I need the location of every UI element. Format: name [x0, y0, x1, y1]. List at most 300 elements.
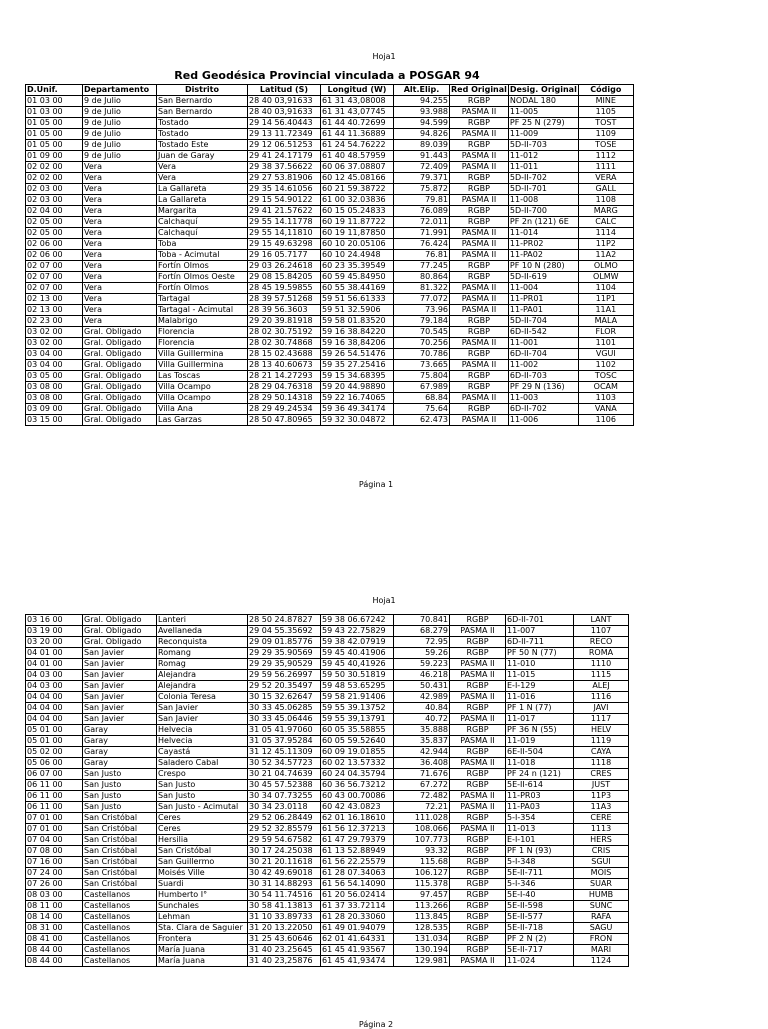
cell-d-unif: 03 05 00	[26, 371, 83, 382]
cell-departamento: San Javier	[83, 670, 157, 681]
cell-d-unif: 01 05 00	[26, 129, 83, 140]
cell-desig-original: 11-PR01	[508, 294, 578, 305]
cell-distrito: Sta. Clara de Saguier	[157, 923, 248, 934]
cell-latitud: 30 42 49.69018	[248, 868, 321, 879]
cell-d-unif: 01 05 00	[26, 140, 83, 151]
cell-longitud: 61 45 41,93474	[321, 956, 394, 967]
cell-codigo: 1110	[574, 659, 629, 670]
cell-distrito: Cayastá	[157, 747, 248, 758]
cell-departamento: 9 de Julio	[83, 140, 157, 151]
cell-longitud: 59 16 38,84206	[321, 338, 394, 349]
cell-latitud: 28 50 47.80965	[248, 415, 321, 426]
cell-alt-elip: 77.072	[394, 294, 450, 305]
cell-d-unif: 03 02 00	[26, 338, 83, 349]
cell-alt-elip: 72.011	[394, 217, 450, 228]
table-row	[26, 956, 629, 967]
cell-departamento: San Javier	[83, 692, 157, 703]
cell-departamento: San Javier	[83, 681, 157, 692]
table-row	[26, 846, 629, 857]
page1-sheet-name: Hoja1	[372, 52, 396, 61]
cell-desig-original: PF 2n (121) 6E	[508, 217, 578, 228]
cell-desig-original: 11-012	[508, 151, 578, 162]
geodetic-table-page1	[25, 84, 634, 426]
cell-longitud: 59 16 38.84220	[321, 327, 394, 338]
cell-red-original: RGBP	[450, 890, 506, 901]
cell-red-original: RGBP	[450, 272, 509, 283]
cell-alt-elip: 75.872	[394, 184, 450, 195]
table-row	[26, 747, 629, 758]
cell-alt-elip: 70.256	[394, 338, 450, 349]
cell-latitud: 29 52 32.85579	[248, 824, 321, 835]
cell-longitud: 62 01 16.18610	[321, 813, 394, 824]
cell-departamento: San Javier	[83, 714, 157, 725]
cell-codigo: 11P2	[578, 239, 633, 250]
cell-d-unif: 07 08 00	[26, 846, 83, 857]
cell-distrito: Vera	[157, 173, 248, 184]
table-row	[26, 217, 634, 228]
cell-distrito: San Javier	[157, 703, 248, 714]
cell-latitud: 31 40 23.25645	[248, 945, 321, 956]
cell-departamento: San Justo	[83, 791, 157, 802]
cell-distrito: Humberto I°	[157, 890, 248, 901]
cell-red-original: PASMA II	[450, 692, 506, 703]
cell-alt-elip: 36.408	[394, 758, 450, 769]
cell-departamento: Vera	[83, 272, 157, 283]
cell-alt-elip: 67.272	[394, 780, 450, 791]
cell-red-original: RGBP	[450, 945, 506, 956]
cell-longitud: 61 47 29.79379	[321, 835, 394, 846]
cell-desig-original: PF 50 N (77)	[506, 648, 574, 659]
cell-red-original: RGBP	[450, 184, 509, 195]
cell-red-original: RGBP	[450, 648, 506, 659]
cell-departamento: Gral. Obligado	[83, 415, 157, 426]
cell-codigo: 11A2	[578, 250, 633, 261]
table-row	[26, 791, 629, 802]
cell-codigo: MINE	[578, 96, 633, 107]
cell-red-original: RGBP	[450, 857, 506, 868]
cell-distrito: Toba - Acimutal	[157, 250, 248, 261]
cell-longitud: 60 09 19.01855	[321, 747, 394, 758]
cell-d-unif: 03 02 00	[26, 327, 83, 338]
cell-d-unif: 07 01 00	[26, 813, 83, 824]
table-row	[26, 934, 629, 945]
cell-desig-original: 11-007	[506, 626, 574, 637]
cell-latitud: 29 41 21.57622	[248, 206, 321, 217]
cell-longitud: 59 55 39,13791	[321, 714, 394, 725]
cell-desig-original: 5D-II-700	[508, 206, 578, 217]
cell-latitud: 30 17 24.25038	[248, 846, 321, 857]
cell-desig-original: 11-018	[506, 758, 574, 769]
cell-distrito: Villa Ocampo	[157, 393, 248, 404]
table-row	[26, 118, 634, 129]
cell-desig-original: 5E-I-40	[506, 890, 574, 901]
cell-latitud: 30 52 34.57723	[248, 758, 321, 769]
cell-latitud: 29 55 14.11778	[248, 217, 321, 228]
cell-codigo: ROMA	[574, 648, 629, 659]
cell-distrito: Ceres	[157, 824, 248, 835]
cell-departamento: Vera	[83, 184, 157, 195]
cell-red-original: RGBP	[450, 140, 509, 151]
cell-longitud: 59 45 40.41906	[321, 648, 394, 659]
cell-red-original: PASMA II	[450, 195, 509, 206]
cell-desig-original: 5D-II-702	[508, 173, 578, 184]
cell-codigo: OCAM	[578, 382, 633, 393]
cell-latitud: 28 39 56.3603	[248, 305, 321, 316]
cell-longitud: 60 36 56.73212	[321, 780, 394, 791]
cell-codigo: MARI	[574, 945, 629, 956]
cell-latitud: 31 25 43.60646	[248, 934, 321, 945]
cell-distrito: Juan de Garay	[157, 151, 248, 162]
cell-latitud: 29 52 20.35497	[248, 681, 321, 692]
cell-latitud: 28 02 30.75192	[248, 327, 321, 338]
cell-departamento: San Javier	[83, 648, 157, 659]
cell-d-unif: 05 01 00	[26, 725, 83, 736]
cell-longitud: 59 45 40,41926	[321, 659, 394, 670]
cell-codigo: 11A1	[578, 305, 633, 316]
cell-red-original: PASMA II	[450, 338, 509, 349]
cell-d-unif: 03 08 00	[26, 382, 83, 393]
cell-d-unif: 02 07 00	[26, 261, 83, 272]
cell-distrito: Margarita	[157, 206, 248, 217]
cell-d-unif: 02 02 00	[26, 162, 83, 173]
cell-codigo: 1107	[574, 626, 629, 637]
cell-desig-original: 5E-II-598	[506, 901, 574, 912]
cell-distrito: María Juana	[157, 956, 248, 967]
cell-d-unif: 03 04 00	[26, 360, 83, 371]
cell-alt-elip: 80.864	[394, 272, 450, 283]
cell-desig-original: 11-004	[508, 283, 578, 294]
cell-distrito: Alejandra	[157, 681, 248, 692]
cell-codigo: FLOR	[578, 327, 633, 338]
table-row	[26, 129, 634, 140]
cell-alt-elip: 40.72	[394, 714, 450, 725]
cell-codigo: TOSE	[578, 140, 633, 151]
table-row	[26, 659, 629, 670]
cell-distrito: Frontera	[157, 934, 248, 945]
cell-distrito: Vera	[157, 162, 248, 173]
cell-desig-original: PF 25 N (279)	[508, 118, 578, 129]
cell-codigo: MALA	[578, 316, 633, 327]
cell-alt-elip: 94.599	[394, 118, 450, 129]
cell-longitud: 59 55 39.13752	[321, 703, 394, 714]
cell-distrito: San Justo - Acimutal	[157, 802, 248, 813]
cell-latitud: 30 21 20.11618	[248, 857, 321, 868]
cell-red-original: PASMA II	[450, 626, 506, 637]
cell-distrito: Hersilia	[157, 835, 248, 846]
cell-d-unif: 02 02 00	[26, 173, 83, 184]
table-row	[26, 349, 634, 360]
cell-d-unif: 08 03 00	[26, 890, 83, 901]
cell-latitud: 28 39 57.51268	[248, 294, 321, 305]
cell-latitud: 28 02 30.74868	[248, 338, 321, 349]
cell-codigo: 11P1	[578, 294, 633, 305]
table-row	[26, 294, 634, 305]
cell-d-unif: 06 07 00	[26, 769, 83, 780]
cell-codigo: CERE	[574, 813, 629, 824]
cell-departamento: 9 de Julio	[83, 107, 157, 118]
cell-distrito: Fortín Olmos	[157, 261, 248, 272]
cell-desig-original: 6D-II-704	[508, 349, 578, 360]
cell-red-original: PASMA II	[450, 956, 506, 967]
table-row	[26, 769, 629, 780]
cell-distrito: Reconquista	[157, 637, 248, 648]
cell-codigo: OLMW	[578, 272, 633, 283]
cell-latitud: 30 21 04.74639	[248, 769, 321, 780]
table-row	[26, 725, 629, 736]
cell-desig-original: 11-017	[506, 714, 574, 725]
cell-alt-elip: 62.473	[394, 415, 450, 426]
cell-codigo: 1103	[578, 393, 633, 404]
cell-alt-elip: 108.066	[394, 824, 450, 835]
cell-red-original: RGBP	[450, 637, 506, 648]
cell-d-unif: 02 13 00	[26, 294, 83, 305]
cell-red-original: PASMA II	[450, 802, 506, 813]
cell-d-unif: 06 11 00	[26, 802, 83, 813]
cell-d-unif: 02 05 00	[26, 217, 83, 228]
cell-desig-original: 11-PR02	[508, 239, 578, 250]
cell-red-original: RGBP	[450, 173, 509, 184]
cell-latitud: 31 10 33.89733	[248, 912, 321, 923]
cell-desig-original: 6D-II-542	[508, 327, 578, 338]
cell-desig-original: PF 2 N (2)	[506, 934, 574, 945]
cell-red-original: RGBP	[450, 835, 506, 846]
cell-departamento: San Cristóbal	[83, 813, 157, 824]
cell-longitud: 59 22 16.74065	[321, 393, 394, 404]
cell-distrito: La Gallareta	[157, 184, 248, 195]
cell-d-unif: 07 04 00	[26, 835, 83, 846]
cell-departamento: San Cristóbal	[83, 868, 157, 879]
cell-departamento: Vera	[83, 294, 157, 305]
cell-departamento: Vera	[83, 305, 157, 316]
cell-longitud: 61 31 43,07745	[321, 107, 394, 118]
cell-latitud: 29 29 35,90529	[248, 659, 321, 670]
cell-desig-original: 11-014	[508, 228, 578, 239]
cell-latitud: 31 05 41.97060	[248, 725, 321, 736]
cell-alt-elip: 89.039	[394, 140, 450, 151]
cell-d-unif: 01 03 00	[26, 96, 83, 107]
cell-codigo: ALEJ	[574, 681, 629, 692]
cell-codigo: VGUI	[578, 349, 633, 360]
cell-departamento: Gral. Obligado	[83, 626, 157, 637]
cell-alt-elip: 72.21	[394, 802, 450, 813]
cell-longitud: 60 21 59.38722	[321, 184, 394, 195]
table-row	[26, 626, 629, 637]
cell-distrito: Saladero Cabal	[157, 758, 248, 769]
cell-alt-elip: 107.773	[394, 835, 450, 846]
table-row	[26, 162, 634, 173]
cell-desig-original: 11-024	[506, 956, 574, 967]
cell-departamento: Castellanos	[83, 945, 157, 956]
cell-longitud: 59 20 44.98890	[321, 382, 394, 393]
table-row	[26, 96, 634, 107]
cell-distrito: Villa Ana	[157, 404, 248, 415]
cell-codigo: CRIS	[574, 846, 629, 857]
cell-distrito: San Javier	[157, 714, 248, 725]
cell-departamento: San Justo	[83, 802, 157, 813]
cell-departamento: Vera	[83, 239, 157, 250]
table-row	[26, 868, 629, 879]
cell-d-unif: 03 16 00	[26, 615, 83, 626]
cell-red-original: PASMA II	[450, 305, 509, 316]
cell-longitud: 60 06 37.08807	[321, 162, 394, 173]
cell-distrito: Helvecia	[157, 736, 248, 747]
cell-codigo: SAGU	[574, 923, 629, 934]
cell-departamento: Vera	[83, 316, 157, 327]
cell-d-unif: 06 11 00	[26, 780, 83, 791]
cell-departamento: Gral. Obligado	[83, 615, 157, 626]
cell-latitud: 28 29 50.14318	[248, 393, 321, 404]
cell-red-original: PASMA II	[450, 283, 509, 294]
cell-departamento: Gral. Obligado	[83, 371, 157, 382]
cell-d-unif: 01 03 00	[26, 107, 83, 118]
header-alt-elip: Alt.Elip.	[394, 85, 450, 96]
cell-desig-original: 11-PA02	[508, 250, 578, 261]
cell-d-unif: 05 02 00	[26, 747, 83, 758]
cell-red-original: RGBP	[450, 118, 509, 129]
cell-red-original: RGBP	[450, 316, 509, 327]
table-row	[26, 857, 629, 868]
cell-alt-elip: 70.841	[394, 615, 450, 626]
cell-latitud: 30 58 41.13813	[248, 901, 321, 912]
cell-distrito: Villa Guillermina	[157, 349, 248, 360]
cell-distrito: San Cristóbal	[157, 846, 248, 857]
table-row	[26, 327, 634, 338]
cell-codigo: 1119	[574, 736, 629, 747]
cell-distrito: Crespo	[157, 769, 248, 780]
cell-longitud: 59 35 27.25416	[321, 360, 394, 371]
cell-codigo: 1109	[578, 129, 633, 140]
cell-alt-elip: 72.409	[394, 162, 450, 173]
cell-latitud: 29 27 53.81906	[248, 173, 321, 184]
cell-distrito: Malabrigo	[157, 316, 248, 327]
cell-latitud: 29 59 54.67582	[248, 835, 321, 846]
table-row	[26, 250, 634, 261]
cell-d-unif: 07 24 00	[26, 868, 83, 879]
cell-latitud: 31 12 45.11309	[248, 747, 321, 758]
cell-alt-elip: 81.322	[394, 283, 450, 294]
cell-latitud: 29 20 39.81918	[248, 316, 321, 327]
table-row	[26, 780, 629, 791]
cell-codigo: SUNC	[574, 901, 629, 912]
cell-desig-original: 6D-II-701	[506, 615, 574, 626]
cell-departamento: Gral. Obligado	[83, 382, 157, 393]
cell-longitud: 61 13 52.88949	[321, 846, 394, 857]
cell-desig-original: 5E-II-711	[506, 868, 574, 879]
cell-departamento: San Justo	[83, 780, 157, 791]
cell-distrito: Sunchales	[157, 901, 248, 912]
cell-d-unif: 02 04 00	[26, 206, 83, 217]
cell-red-original: RGBP	[450, 813, 506, 824]
table-row	[26, 206, 634, 217]
cell-latitud: 29 52 06.28449	[248, 813, 321, 824]
cell-departamento: Garay	[83, 747, 157, 758]
table-row	[26, 824, 629, 835]
cell-red-original: RGBP	[450, 681, 506, 692]
cell-d-unif: 08 44 00	[26, 956, 83, 967]
cell-red-original: RGBP	[450, 615, 506, 626]
cell-alt-elip: 73.96	[394, 305, 450, 316]
cell-departamento: Gral. Obligado	[83, 360, 157, 371]
cell-codigo: FRON	[574, 934, 629, 945]
cell-d-unif: 08 11 00	[26, 901, 83, 912]
cell-red-original: RGBP	[450, 217, 509, 228]
cell-desig-original: PF 36 N (55)	[506, 725, 574, 736]
cell-longitud: 61 44 11.36889	[321, 129, 394, 140]
cell-red-original: PASMA II	[450, 736, 506, 747]
cell-latitud: 28 29 04.76318	[248, 382, 321, 393]
cell-distrito: Romag	[157, 659, 248, 670]
cell-d-unif: 08 14 00	[26, 912, 83, 923]
table-row	[26, 239, 634, 250]
table-row	[26, 316, 634, 327]
cell-desig-original: 11-010	[506, 659, 574, 670]
cell-alt-elip: 35.888	[394, 725, 450, 736]
header-distrito: Distrito	[157, 85, 248, 96]
cell-red-original: PASMA II	[450, 294, 509, 305]
cell-red-original: PASMA II	[450, 151, 509, 162]
table-row	[26, 648, 629, 659]
cell-d-unif: 02 07 00	[26, 272, 83, 283]
cell-departamento: Vera	[83, 195, 157, 206]
cell-longitud: 59 15 34.68395	[321, 371, 394, 382]
cell-d-unif: 03 08 00	[26, 393, 83, 404]
cell-departamento: Castellanos	[83, 890, 157, 901]
cell-latitud: 30 33 45.06285	[248, 703, 321, 714]
cell-d-unif: 04 04 00	[26, 692, 83, 703]
cell-codigo: 1106	[578, 415, 633, 426]
cell-desig-original: PF 10 N (280)	[508, 261, 578, 272]
cell-longitud: 59 32 30.04872	[321, 415, 394, 426]
table-row	[26, 615, 629, 626]
cell-departamento: San Justo	[83, 769, 157, 780]
cell-distrito: Calchaquí	[157, 228, 248, 239]
cell-latitud: 28 13 40.60673	[248, 360, 321, 371]
cell-longitud: 59 38 42.07919	[321, 637, 394, 648]
cell-longitud: 61 56 54.14090	[321, 879, 394, 890]
cell-distrito: Colonia Teresa	[157, 692, 248, 703]
cell-d-unif: 07 26 00	[26, 879, 83, 890]
cell-latitud: 28 45 19.59855	[248, 283, 321, 294]
cell-alt-elip: 111.028	[394, 813, 450, 824]
cell-red-original: PASMA II	[450, 107, 509, 118]
cell-desig-original: 11-008	[508, 195, 578, 206]
table-row	[26, 945, 629, 956]
cell-longitud: 61 20 56.02414	[321, 890, 394, 901]
cell-longitud: 61 24 54.76222	[321, 140, 394, 151]
cell-distrito: Helvecia	[157, 725, 248, 736]
cell-longitud: 60 10 20.05106	[321, 239, 394, 250]
cell-alt-elip: 131.034	[394, 934, 450, 945]
table-row	[26, 272, 634, 283]
page1-footer: Página 1	[358, 480, 394, 489]
cell-codigo: SGUI	[574, 857, 629, 868]
cell-d-unif: 06 11 00	[26, 791, 83, 802]
cell-longitud: 59 48 53.65295	[321, 681, 394, 692]
cell-departamento: San Cristóbal	[83, 846, 157, 857]
cell-alt-elip: 40.84	[394, 703, 450, 714]
cell-latitud: 29 16 05.7177	[248, 250, 321, 261]
cell-longitud: 60 19 11,87850	[321, 228, 394, 239]
cell-distrito: Alejandra	[157, 670, 248, 681]
cell-red-original: PASMA II	[450, 162, 509, 173]
cell-codigo: 1111	[578, 162, 633, 173]
cell-latitud: 29 41 24.17179	[248, 151, 321, 162]
cell-alt-elip: 93.32	[394, 846, 450, 857]
table-row	[26, 305, 634, 316]
cell-alt-elip: 76.089	[394, 206, 450, 217]
table-row	[26, 261, 634, 272]
cell-red-original: RGBP	[450, 868, 506, 879]
